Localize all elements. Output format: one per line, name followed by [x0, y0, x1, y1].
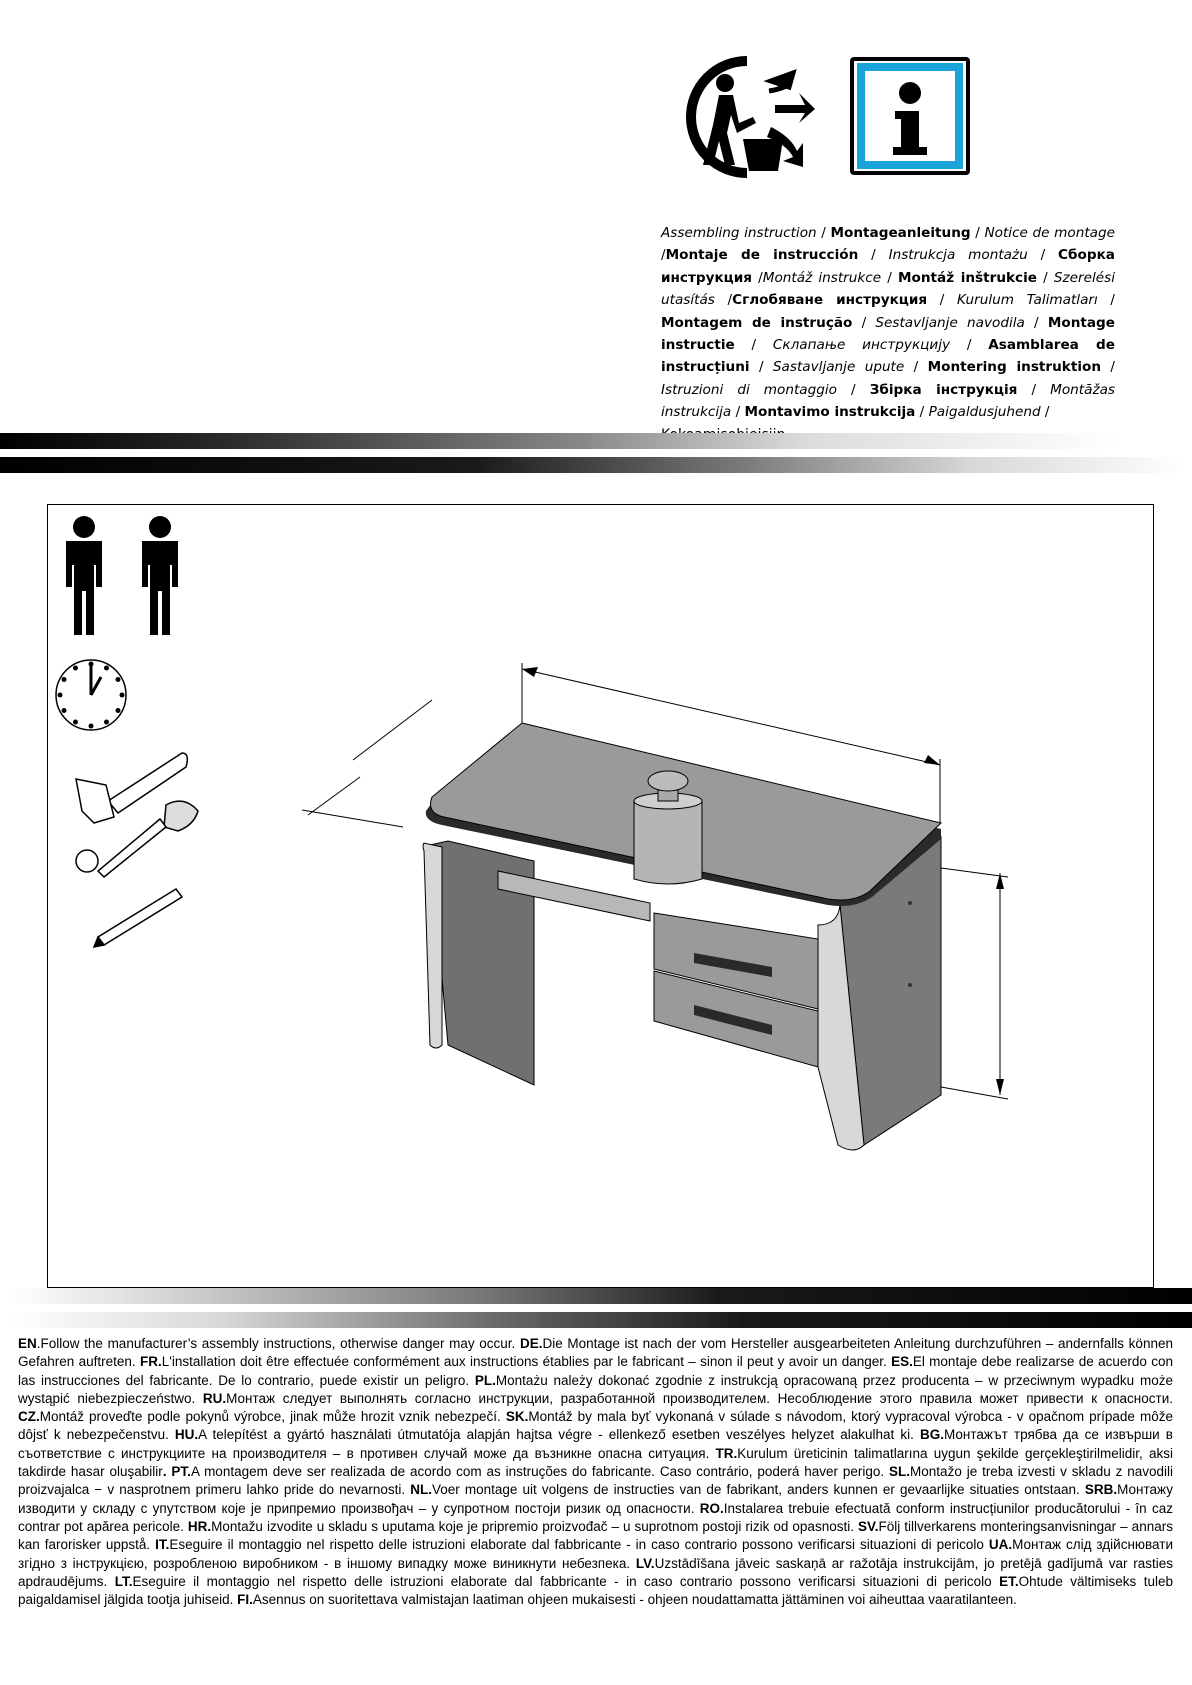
lang-code-et: ET.	[999, 1573, 1019, 1589]
lang-code-fr: FR.	[140, 1354, 162, 1370]
title-es: Montaje de instrucción	[665, 247, 859, 264]
warning-et: Ohtude vältimiseks tuleb paigaldamisel jälgida tootja juhiseid.	[18, 1573, 1173, 1608]
title-ua: Збірка інструкція	[869, 381, 1018, 398]
title-lt: Montavimo instrukcija	[744, 404, 916, 421]
lang-code-de: DE.	[519, 1336, 543, 1351]
warning-it: Eseguire il montaggio nel rispetto delle istruzioni elaborate dal fabbricante - in caso contrario possono verificarsi situazioni di pericolo	[169, 1537, 984, 1553]
warning-sl: Montažo je treba izvesti v skladu z navodili proizvajalca − v nasprotnem primeru lahko pride do nevarnosti.	[18, 1464, 1173, 1498]
warning-de: Die Montage ist nach der vom Hersteller ausgearbeiteten Anleitung durchzuführen – andernfalls können Gefahren auftreten.	[18, 1336, 1173, 1370]
title-pl: Instrukcja montażu	[888, 247, 1028, 264]
title-de: Montageanleitung	[830, 225, 971, 241]
warning-sk: Montáž by mala byť vykonaná v súlade s návodom, ktorý vypracoval výrobca - v opačnom prípade môže dôjsť k nebezpečenstvu.	[18, 1409, 1173, 1443]
lang-code-sv: SV.	[857, 1518, 879, 1534]
title-fr: Notice de montage	[984, 225, 1115, 241]
lang-code-ro: RO.	[699, 1500, 724, 1516]
title-sl: Sestavljanje navodila	[875, 314, 1025, 331]
gradient-divider-bottom-2	[10, 1312, 1192, 1328]
lang-code-es: ES.	[891, 1354, 913, 1370]
lang-code-en: EN	[18, 1336, 37, 1351]
warning-lt: Eseguire il montaggio nel rispetto delle istruzioni elaborate dal fabbricante - in caso contrario possono verificarsi situazioni di pericolo	[132, 1573, 992, 1589]
warning-fr: L'installation doit être effectuée conformément aux instructions établies par le fabricant – sinon il peut y avoir un danger.	[161, 1354, 887, 1370]
warning-cz: Montáž proveďte podle pokynů výrobce, jinak může hrozit vznik nebezpečí.	[39, 1409, 501, 1425]
gradient-divider-top-2	[0, 457, 1186, 473]
warning-en: .Follow the manufacturer’s assembly instructions, otherwise danger may occur.	[36, 1336, 516, 1351]
lang-code-tr: TR.	[715, 1445, 738, 1461]
warning-es: El montaje debe realizarse de acuerdo con las instrucciones del fabricante. De lo contrario, puede existir un peligro.	[18, 1354, 1173, 1388]
title-nl: Montage instructie	[661, 314, 1116, 354]
warning-ro: Instalarea trebuie efectuată conform instrucțiunilor producătorului - în caz contrar pot apărea pericole.	[18, 1500, 1173, 1534]
warning-hu: A telepítést a gyártó használati útmutatója alapján hajtsa végre - ellenkező esetben veszélyes helyzet alakulhat ki.	[198, 1427, 914, 1443]
warning-srb: Монтажу изводити у складу с упутством које је припремио произвођач – у супротном постоји ризик од опасности.	[18, 1482, 1173, 1516]
warning-fi: Asennus on suoritettava valmistajan laatiman ohjeen mukaisesti - ohjeen noudattamatta jättäminen voi aiheuttaa vaaratilanteen.	[252, 1592, 1017, 1608]
lang-code-srb: SRB.	[1084, 1482, 1118, 1498]
title-en: Assembling instruction	[661, 225, 817, 241]
lang-code-pl: PL.	[474, 1372, 496, 1388]
info-icon	[850, 57, 970, 175]
two-persons-icon	[66, 516, 178, 635]
gradient-divider-top-1	[0, 433, 1120, 449]
pencil-icon	[94, 889, 182, 947]
lang-code-nl: NL.	[410, 1482, 432, 1498]
warning-hr: Montažu izvodite u skladu s uputama koje je pripremio proizvođač – u suprotnom postoji rizik od opasnosti.	[211, 1518, 854, 1534]
title-hu: Szerelési utasítás	[661, 269, 1115, 309]
multilingual-safety-warning	[18, 1335, 1173, 1609]
title-et: Paigaldusjuhend	[928, 404, 1041, 421]
desk-illustration	[302, 663, 1008, 1150]
lang-code-lt: LT.	[114, 1573, 133, 1589]
lang-code-sl: SL.	[889, 1464, 911, 1480]
lang-code-it: IT.	[155, 1537, 170, 1553]
product-overview-panel	[47, 504, 1154, 1288]
warning-pt: A montagem deve ser realizada de acordo com as instruções do fabricante. Caso contrário, poderá haver perigo.	[190, 1464, 885, 1480]
lang-code-cz: CZ.	[18, 1409, 40, 1425]
lang-code-pt: . PT.	[162, 1464, 191, 1480]
warning-nl: Voer montage uit volgens de instructies van de fabrikant, anders kunnen er gevaarlijke situaties ontstaan.	[431, 1482, 1080, 1498]
lang-code-hr: HR.	[187, 1518, 212, 1534]
title-ru: Сборка инструкция	[661, 247, 1115, 286]
warning-tr: Kurulum üreticinin talimatlarına uygun şekilde gerçekleştirilmelidir, aksi takdirde hasar oluşabilir	[18, 1445, 1173, 1480]
lang-code-fi: FI.	[237, 1592, 253, 1608]
lang-code-ru: RU.	[202, 1390, 227, 1406]
recycle-person-icon	[691, 61, 815, 173]
warning-ua: Монтаж слід здійснювати згідно з інструкцією, розробленою виробником - в іншому випадку може виникнути небезпека.	[18, 1537, 1173, 1571]
lang-code-ua: UA.	[988, 1537, 1013, 1553]
warning-bg: Монтажът трябва да се извърши в съответствие с инструкциите на производителя – в противен случай може да възникне опасна ситуация.	[18, 1427, 1173, 1461]
title-lv: Montāžas instrukcija	[661, 381, 1115, 421]
title-cz: Montáž instrukce	[762, 269, 882, 286]
title-sv: Montering instruktion	[927, 359, 1102, 376]
warning-ru: Монтаж следует выполнять согласно инструкции, разработанной производителем. Несоблюдение этого правила может привести к опасности.	[226, 1390, 1173, 1406]
title-ro: Asamblarea de instrucțiuni	[661, 337, 1115, 376]
warning-pl: Montażu należy dokonać zgodnie z instrukcją opracowaną przez producenta – w przeciwnym wypadku może wystąpić niebezpieczeństwo.	[18, 1372, 1173, 1406]
title-tr: Kurulum Talimatları	[957, 292, 1098, 309]
gradient-divider-bottom-1	[10, 1288, 1192, 1304]
warning-lv: Uzstādīšana jāveic saskaņā ar ražotāja instrukcijām, jo pretējā gadījumā var rasties apdraudējums.	[18, 1555, 1173, 1589]
clock-icon	[56, 660, 126, 730]
header-logos	[683, 53, 975, 181]
title-srb: Склапање инструкцију	[772, 337, 951, 354]
title-sk: Montáž inštrukcie	[898, 269, 1037, 286]
title-pt: Montagem de instrução	[661, 314, 853, 331]
lang-code-bg: BG.	[919, 1427, 944, 1443]
assembly-instruction-titles: Assembling instruction / Montageanleitung / Notice de montage /Montaje de instrucción / Instrukcja montażu / Сборка инструкция /Montáž instrukce / Montáž inštrukcie / Szerelési utasítás /Сглобяване инструкция / Kurulum Talimatları / Montagem de instrução / Sestavljanje navodila / Montage instructie / Склапање инструкцију / Asamblarea de instrucțiuni / Sastavljanje upute / Montering instruktion / Istruzioni di montaggio / Збірка інструкція / Montāžas instrukcija / Montavimo instrukcija / Paigaldusjuhend /	[661, 222, 1115, 446]
lang-code-sk: SK.	[505, 1409, 529, 1425]
lang-code-hu: HU.	[174, 1427, 199, 1443]
warning-sv: Följ tillverkarens monteringsanvisningar – annars kan farorisker uppstå.	[18, 1518, 1173, 1553]
title-hr: Sastavljanje upute	[772, 359, 905, 376]
title-bg: Сглобяване инструкция	[732, 292, 928, 309]
lang-code-lv: LV.	[635, 1555, 655, 1571]
title-it: Istruzioni di montaggio	[661, 381, 837, 398]
